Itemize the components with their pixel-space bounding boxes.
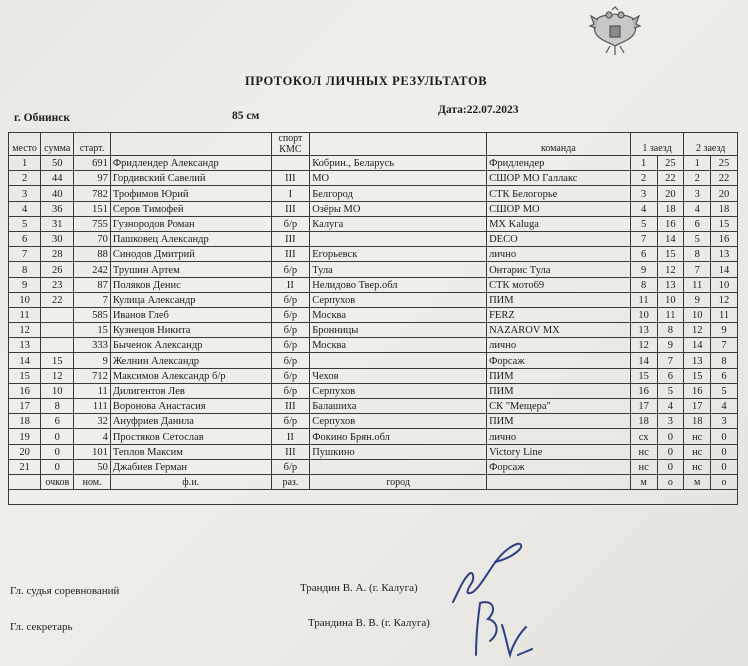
cell-sum (41, 307, 74, 322)
secretary-signature (468, 595, 538, 661)
cell-city: Пушкино (310, 444, 487, 459)
table-row (9, 277, 738, 292)
table-row (9, 459, 738, 474)
cell-r1s: 14 (657, 231, 684, 246)
footer-rank: раз. (271, 474, 310, 489)
cell-num: 88 (74, 247, 110, 262)
table-row (9, 247, 738, 262)
cell-team: СТК мото69 (487, 277, 631, 292)
cell-r2p: 14 (684, 338, 711, 353)
cell-r1s: 3 (657, 414, 684, 429)
cell-rank: б/р (271, 262, 310, 277)
table-row (9, 353, 738, 368)
footer-r2p: м (684, 474, 711, 489)
cell-sum: 0 (41, 444, 74, 459)
cell-rank: б/р (271, 323, 310, 338)
cell-place: 9 (9, 277, 41, 292)
cell-r1s: 12 (657, 262, 684, 277)
cell-r2p: 13 (684, 353, 711, 368)
header-place: место (9, 133, 41, 156)
secretary-name: Трандина В. В. (г. Калуга) (308, 617, 430, 629)
cell-r1p: 11 (630, 292, 657, 307)
cell-r1p: 14 (630, 353, 657, 368)
table-blank-row (9, 490, 738, 505)
cell-team: MX Kaluga (487, 216, 631, 231)
cell-city: Чехов (310, 368, 487, 383)
cell-r1s: 11 (657, 307, 684, 322)
cell-r1p: 16 (630, 383, 657, 398)
cell-sum: 40 (41, 186, 74, 201)
table-row (9, 368, 738, 383)
footer-num: ном. (74, 474, 110, 489)
cell-r2p: 18 (684, 414, 711, 429)
cell-place: 11 (9, 307, 41, 322)
cell-name: Кузнецов Никита (110, 323, 271, 338)
table-row (9, 292, 738, 307)
cell-num: 97 (74, 171, 110, 186)
cell-rank: б/р (271, 368, 310, 383)
cell-num: 151 (74, 201, 110, 216)
cell-rank: б/р (271, 414, 310, 429)
cell-r2p: нс (684, 444, 711, 459)
cell-rank: II (271, 429, 310, 444)
cell-r1s: 16 (657, 216, 684, 231)
cell-r2s: 18 (711, 201, 738, 216)
cell-place: 13 (9, 338, 41, 353)
cell-r1s: 22 (657, 171, 684, 186)
cell-r2s: 6 (711, 368, 738, 383)
cell-sum: 0 (41, 459, 74, 474)
cell-num: 111 (74, 399, 110, 414)
cell-r1s: 0 (657, 459, 684, 474)
cell-r2p: 7 (684, 262, 711, 277)
cell-city (310, 459, 487, 474)
cell-r2s: 13 (711, 247, 738, 262)
date-label: Дата:22.07.2023 (438, 104, 519, 116)
cell-place: 21 (9, 459, 41, 474)
cell-num: 9 (74, 353, 110, 368)
cell-name: Синодов Дмитрий (110, 247, 271, 262)
blank-row-cell (9, 490, 738, 505)
table-row (9, 383, 738, 398)
cell-r2s: 20 (711, 186, 738, 201)
cell-sum: 44 (41, 171, 74, 186)
cell-rank: б/р (271, 307, 310, 322)
cell-r1s: 5 (657, 383, 684, 398)
cell-city: Кобрин., Беларусь (310, 156, 487, 171)
cell-place: 15 (9, 368, 41, 383)
cell-city: Озёры МО (310, 201, 487, 216)
cell-r1p: 7 (630, 231, 657, 246)
cell-r2s: 9 (711, 323, 738, 338)
cell-rank: III (271, 247, 310, 262)
cell-city: МО (310, 171, 487, 186)
cell-city (310, 353, 487, 368)
cell-num: 87 (74, 277, 110, 292)
footer-city: город (310, 474, 487, 489)
cell-r1p: 13 (630, 323, 657, 338)
cell-name: Серов Тимофей (110, 201, 271, 216)
cell-city: Тула (310, 262, 487, 277)
cell-city: Егорьевск (310, 247, 487, 262)
cell-r1p: нс (630, 444, 657, 459)
cell-sum (41, 338, 74, 353)
table-row (9, 156, 738, 171)
cell-num: 242 (74, 262, 110, 277)
cell-r1s: 6 (657, 368, 684, 383)
cell-team: FERZ (487, 307, 631, 322)
cell-sum (41, 323, 74, 338)
footer-r1p: м (630, 474, 657, 489)
cell-team: СК "Мещера" (487, 399, 631, 414)
judge-label: Гл. судья соревнований (10, 585, 120, 597)
cell-rank: II (271, 277, 310, 292)
cell-r1s: 15 (657, 247, 684, 262)
cell-sum: 8 (41, 399, 74, 414)
secretary-label: Гл. секретарь (10, 621, 73, 633)
cell-sum: 12 (41, 368, 74, 383)
cell-num: 15 (74, 323, 110, 338)
table-row (9, 399, 738, 414)
cell-r1s: 9 (657, 338, 684, 353)
cell-rank: б/р (271, 292, 310, 307)
table-row (9, 201, 738, 216)
cell-team: лично (487, 429, 631, 444)
cell-place: 1 (9, 156, 41, 171)
cell-r2p: 10 (684, 307, 711, 322)
cell-name: Пашковец Александр (110, 231, 271, 246)
table-row (9, 171, 738, 186)
cell-city: Белгород (310, 186, 487, 201)
cell-r2s: 0 (711, 444, 738, 459)
table-row (9, 307, 738, 322)
cell-team: ПИМ (487, 292, 631, 307)
cell-city: Серпухов (310, 292, 487, 307)
header-team: команда (487, 133, 631, 156)
cell-place: 10 (9, 292, 41, 307)
cell-name: Фридлендер Александр (110, 156, 271, 171)
table-row (9, 323, 738, 338)
judge-name: Трандин В. А. (г. Калуга) (300, 582, 418, 594)
cell-r2p: 5 (684, 231, 711, 246)
table-row (9, 262, 738, 277)
cell-r1s: 0 (657, 444, 684, 459)
cell-num: 101 (74, 444, 110, 459)
cell-name: Желнин Александр (110, 353, 271, 368)
cell-rank: III (271, 171, 310, 186)
cell-r2p: нс (684, 459, 711, 474)
cell-name: Трушин Артем (110, 262, 271, 277)
footer-points: очков (41, 474, 74, 489)
cell-r1p: 10 (630, 307, 657, 322)
table-row (9, 231, 738, 246)
cell-city: Серпухов (310, 414, 487, 429)
cell-r2p: 6 (684, 216, 711, 231)
cell-team: ПИМ (487, 368, 631, 383)
table-footer-row (9, 474, 738, 489)
cell-rank: III (271, 399, 310, 414)
cell-rank: б/р (271, 216, 310, 231)
cell-team: СШОР МО Галлакс (487, 171, 631, 186)
cell-r1p: 1 (630, 156, 657, 171)
cell-sum: 10 (41, 383, 74, 398)
cell-sum: 6 (41, 414, 74, 429)
cell-num: 585 (74, 307, 110, 322)
cell-place: 4 (9, 201, 41, 216)
cell-r2p: 3 (684, 186, 711, 201)
cell-city: Фокино Брян.обл (310, 429, 487, 444)
cell-r1s: 4 (657, 399, 684, 414)
header-start: старт. (74, 133, 110, 156)
cell-num: 782 (74, 186, 110, 201)
cell-num: 7 (74, 292, 110, 307)
table-row (9, 444, 738, 459)
cell-place: 14 (9, 353, 41, 368)
cell-place: 16 (9, 383, 41, 398)
cell-r1p: 2 (630, 171, 657, 186)
cell-sum: 50 (41, 156, 74, 171)
cell-num: 333 (74, 338, 110, 353)
cell-r2s: 22 (711, 171, 738, 186)
cell-r2s: 15 (711, 216, 738, 231)
cell-name: Гордивский Савелий (110, 171, 271, 186)
cell-sum: 0 (41, 429, 74, 444)
cell-rank: III (271, 201, 310, 216)
cell-r2s: 4 (711, 399, 738, 414)
cell-r2s: 14 (711, 262, 738, 277)
cell-name: Джабиев Герман (110, 459, 271, 474)
cell-r1p: 6 (630, 247, 657, 262)
cell-num: 32 (74, 414, 110, 429)
cell-r1s: 20 (657, 186, 684, 201)
cell-team: лично (487, 338, 631, 353)
cell-r1p: нс (630, 459, 657, 474)
cell-place: 12 (9, 323, 41, 338)
cell-sum: 36 (41, 201, 74, 216)
footer-team (487, 474, 631, 489)
cell-name: Простяков Сетослав (110, 429, 271, 444)
cell-r2p: нс (684, 429, 711, 444)
cell-sum: 28 (41, 247, 74, 262)
cell-r1p: сх (630, 429, 657, 444)
cell-rank (271, 156, 310, 171)
cell-r1s: 0 (657, 429, 684, 444)
header-race2: 2 заезд (684, 133, 738, 156)
header-sum: сумма (41, 133, 74, 156)
cell-team: Фридлендер (487, 156, 631, 171)
cell-r1p: 12 (630, 338, 657, 353)
header-name (110, 133, 271, 156)
cell-name: Теплов Максим (110, 444, 271, 459)
cell-team: СТК Белогорье (487, 186, 631, 201)
cell-name: Ануфриев Данила (110, 414, 271, 429)
cell-r2s: 10 (711, 277, 738, 292)
cell-rank: III (271, 231, 310, 246)
cell-r2p: 1 (684, 156, 711, 171)
cell-team: Форсаж (487, 353, 631, 368)
cell-team: ПИМ (487, 383, 631, 398)
cell-place: 3 (9, 186, 41, 201)
header-race1: 1 заезд (630, 133, 684, 156)
cell-team: Victory Line (487, 444, 631, 459)
cell-r2p: 2 (684, 171, 711, 186)
cell-name: Кулица Александр (110, 292, 271, 307)
cell-r1p: 5 (630, 216, 657, 231)
cell-num: 50 (74, 459, 110, 474)
cell-team: Форсаж (487, 459, 631, 474)
cell-r2s: 7 (711, 338, 738, 353)
cell-r2s: 5 (711, 383, 738, 398)
cell-place: 19 (9, 429, 41, 444)
results-body (9, 156, 738, 475)
cell-city: Серпухов (310, 383, 487, 398)
cell-r1s: 8 (657, 323, 684, 338)
cell-r2s: 25 (711, 156, 738, 171)
cell-sum: 23 (41, 277, 74, 292)
cell-city: Нелидово Твер.обл (310, 277, 487, 292)
cell-r1p: 3 (630, 186, 657, 201)
cell-name: Иванов Глеб (110, 307, 271, 322)
cell-rank: б/р (271, 353, 310, 368)
cell-city: Бронницы (310, 323, 487, 338)
cell-r1p: 18 (630, 414, 657, 429)
coat-of-arms-icon (588, 6, 642, 58)
footer-r1s: о (657, 474, 684, 489)
cell-r1p: 4 (630, 201, 657, 216)
cell-place: 2 (9, 171, 41, 186)
cell-sum: 31 (41, 216, 74, 231)
cell-city: Москва (310, 307, 487, 322)
city-label: г. Обнинск (14, 112, 70, 124)
results-table (8, 132, 738, 505)
cell-num: 4 (74, 429, 110, 444)
cell-r1s: 25 (657, 156, 684, 171)
cell-rank: б/р (271, 383, 310, 398)
cell-r2s: 3 (711, 414, 738, 429)
cell-num: 691 (74, 156, 110, 171)
cell-place: 20 (9, 444, 41, 459)
cell-r1s: 18 (657, 201, 684, 216)
cell-r2p: 12 (684, 323, 711, 338)
table-row (9, 216, 738, 231)
cell-city: Калуга (310, 216, 487, 231)
cell-place: 5 (9, 216, 41, 231)
document-title: ПРОТОКОЛ ЛИЧНЫХ РЕЗУЛЬТАТОВ (245, 74, 488, 88)
cell-team: ПИМ (487, 414, 631, 429)
cell-city: Москва (310, 338, 487, 353)
cell-sum: 30 (41, 231, 74, 246)
cell-r2p: 16 (684, 383, 711, 398)
cell-place: 8 (9, 262, 41, 277)
cell-name: Гузнородов Роман (110, 216, 271, 231)
cell-name: Быченок Александр (110, 338, 271, 353)
cell-r2s: 8 (711, 353, 738, 368)
cell-team: NAZAROV MX (487, 323, 631, 338)
class-label: 85 см (232, 110, 260, 122)
cell-num: 11 (74, 383, 110, 398)
table-row (9, 186, 738, 201)
cell-rank: б/р (271, 338, 310, 353)
cell-sum: 22 (41, 292, 74, 307)
cell-rank: б/р (271, 459, 310, 474)
cell-place: 7 (9, 247, 41, 262)
table-row (9, 429, 738, 444)
cell-sum: 15 (41, 353, 74, 368)
table-row (9, 414, 738, 429)
cell-r2p: 9 (684, 292, 711, 307)
cell-name: Трофимов Юрий (110, 186, 271, 201)
cell-name: Поляков Денис (110, 277, 271, 292)
cell-r2s: 0 (711, 429, 738, 444)
cell-num: 70 (74, 231, 110, 246)
cell-r1p: 15 (630, 368, 657, 383)
cell-r2s: 0 (711, 459, 738, 474)
cell-r1s: 7 (657, 353, 684, 368)
cell-place: 18 (9, 414, 41, 429)
cell-rank: III (271, 444, 310, 459)
cell-num: 755 (74, 216, 110, 231)
cell-team: DECO (487, 231, 631, 246)
cell-rank: I (271, 186, 310, 201)
table-row (9, 338, 738, 353)
header-city (310, 133, 487, 156)
cell-r2p: 11 (684, 277, 711, 292)
footer-name: ф.и. (110, 474, 271, 489)
cell-r1p: 17 (630, 399, 657, 414)
cell-r1s: 10 (657, 292, 684, 307)
cell-r2p: 4 (684, 201, 711, 216)
table-header-row (9, 133, 738, 156)
cell-r1p: 9 (630, 262, 657, 277)
cell-place: 6 (9, 231, 41, 246)
cell-team: СШОР МО (487, 201, 631, 216)
cell-r1s: 13 (657, 277, 684, 292)
cell-name: Воронова Анастасия (110, 399, 271, 414)
cell-city (310, 231, 487, 246)
cell-team: Онтарис Тула (487, 262, 631, 277)
cell-sum: 26 (41, 262, 74, 277)
footer-blank (9, 474, 41, 489)
cell-name: Максимов Александр б/р (110, 368, 271, 383)
cell-team: лично (487, 247, 631, 262)
cell-r1p: 8 (630, 277, 657, 292)
cell-name: Дилигентов Лев (110, 383, 271, 398)
cell-r2s: 11 (711, 307, 738, 322)
cell-r2s: 16 (711, 231, 738, 246)
cell-r2p: 8 (684, 247, 711, 262)
cell-city: Балашиха (310, 399, 487, 414)
cell-r2p: 17 (684, 399, 711, 414)
cell-place: 17 (9, 399, 41, 414)
cell-r2p: 15 (684, 368, 711, 383)
cell-num: 712 (74, 368, 110, 383)
cell-r2s: 12 (711, 292, 738, 307)
header-rank: спорт КМС (271, 133, 310, 156)
footer-r2s: о (711, 474, 738, 489)
